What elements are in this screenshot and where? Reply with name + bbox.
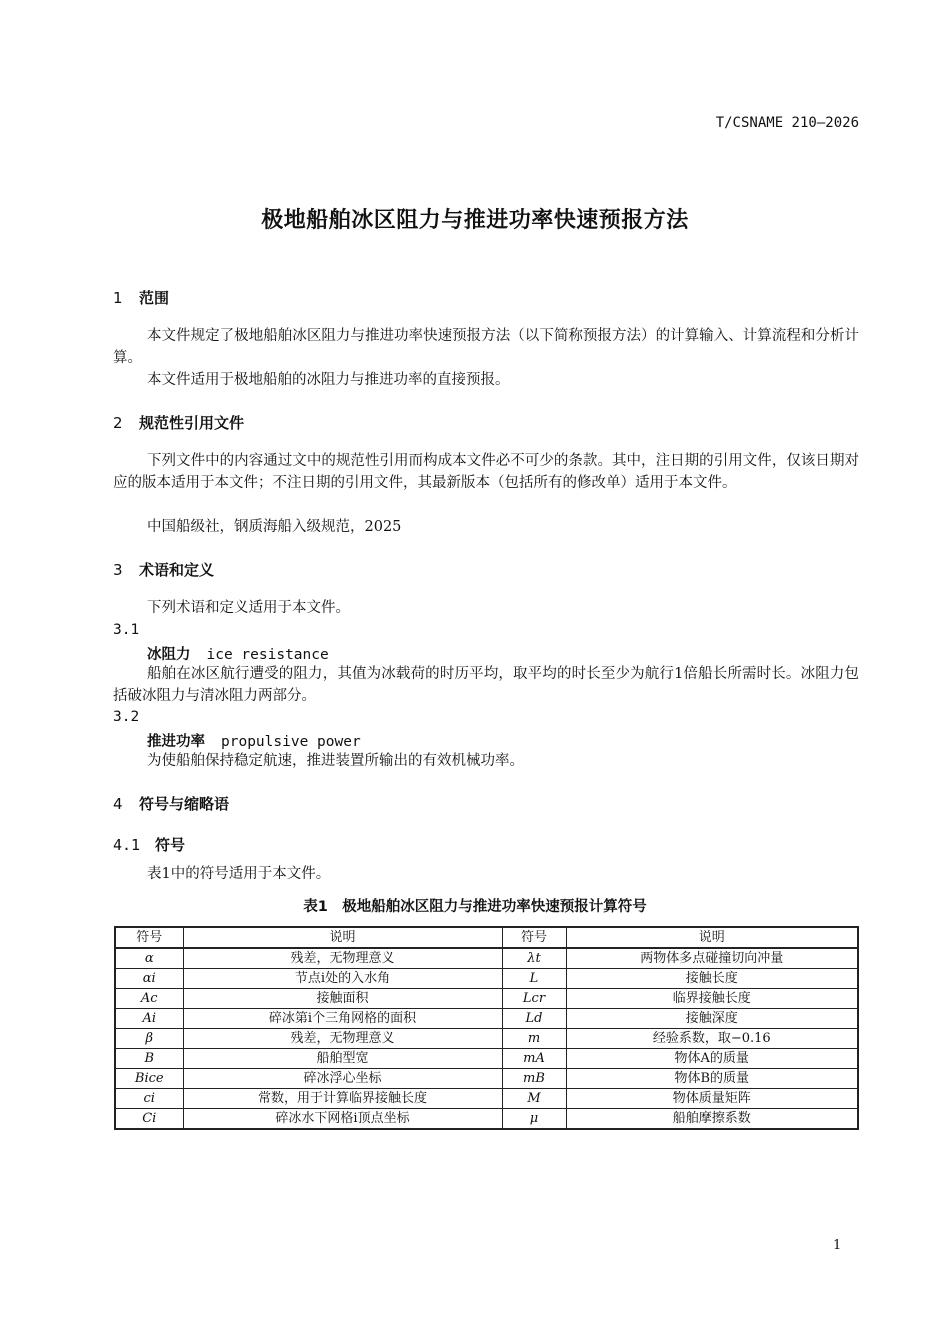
symbol-cell: Lcr bbox=[502, 989, 566, 1009]
term-1-definition: 船舶在冰区航行遭受的阻力，其值为冰载荷的时历平均，取平均的时长至少为航行1倍船长所需时长。冰阻力包括破冰阻力与清冰阻力两部分。 bbox=[113, 666, 859, 704]
description-cell: 物体质量矩阵 bbox=[566, 1089, 858, 1109]
symbol-cell: mB bbox=[502, 1069, 566, 1089]
term-2-chinese: 推进功率 bbox=[147, 734, 205, 750]
symbol-cell: mA bbox=[502, 1049, 566, 1069]
section-1-paragraph-2: 本文件适用于极地船舶的冰阻力与推进功率的直接预报。 bbox=[147, 372, 510, 388]
table-row bbox=[115, 1029, 858, 1049]
section-number: 2 bbox=[113, 414, 123, 432]
term-1 bbox=[147, 643, 329, 664]
table-row bbox=[115, 1089, 858, 1109]
section-number: 3 bbox=[113, 561, 123, 579]
description-cell: 两物体多点碰撞切向冲量 bbox=[566, 948, 858, 969]
table-row bbox=[115, 1069, 858, 1089]
subsection-number: 4.1 bbox=[113, 836, 141, 854]
section-3-heading bbox=[113, 559, 214, 580]
section-4-1-heading bbox=[113, 834, 185, 855]
table-row bbox=[115, 1009, 858, 1029]
description-cell: 接触深度 bbox=[566, 1009, 858, 1029]
table-caption: 表1 极地船舶冰区阻力与推进功率快速预报计算符号 bbox=[303, 899, 647, 915]
symbol-cell: αi bbox=[115, 969, 183, 989]
symbol-cell: Ld bbox=[502, 1009, 566, 1029]
description-cell: 碎冰浮心坐标 bbox=[183, 1069, 502, 1089]
description-cell: 船舶型宽 bbox=[183, 1049, 502, 1069]
symbol-cell: Ai bbox=[115, 1009, 183, 1029]
standard-code: T/CSNAME 210—2026 bbox=[715, 115, 859, 131]
header-symbol: 符号 bbox=[115, 927, 183, 948]
section-1-paragraph-1: 本文件规定了极地船舶冰区阻力与推进功率快速预报方法（以下简称预报方法）的计算输入、计算流程和分析计算。 bbox=[113, 328, 859, 366]
header-description: 说明 bbox=[183, 927, 502, 948]
description-cell: 物体A的质量 bbox=[566, 1049, 858, 1069]
section-number: 1 bbox=[113, 289, 123, 307]
section-1-heading bbox=[113, 287, 169, 308]
description-cell: 经验系数，取−0.16 bbox=[566, 1029, 858, 1049]
symbol-cell: Ac bbox=[115, 989, 183, 1009]
section-title: 范围 bbox=[139, 289, 170, 307]
section-2-paragraph: 下列文件中的内容通过文中的规范性引用而构成本文件必不可少的条款。其中，注日期的引用文件，仅该日期对应的版本适用于本文件；不注日期的引用文件，其最新版本（包括所有的修改单）适用于本文件。 bbox=[113, 453, 859, 491]
section-2-heading bbox=[113, 412, 244, 433]
page-number: 1 bbox=[833, 1238, 842, 1253]
normative-reference: 中国船级社，钢质海船入级规范，2025 bbox=[147, 519, 402, 535]
table-row bbox=[115, 989, 858, 1009]
section-title: 术语和定义 bbox=[139, 561, 215, 579]
symbol-cell: Ci bbox=[115, 1109, 183, 1130]
description-cell: 临界接触长度 bbox=[566, 989, 858, 1009]
description-cell: 碎冰水下网格i顶点坐标 bbox=[183, 1109, 502, 1130]
symbol-cell: m bbox=[502, 1029, 566, 1049]
description-cell: 碎冰第i个三角网格的面积 bbox=[183, 1009, 502, 1029]
term-2-number: 3.2 bbox=[113, 709, 140, 725]
term-1-number: 3.1 bbox=[113, 622, 140, 638]
table-row bbox=[115, 969, 858, 989]
description-cell: 接触长度 bbox=[566, 969, 858, 989]
section-title: 符号与缩略语 bbox=[139, 795, 230, 813]
section-title: 规范性引用文件 bbox=[139, 414, 245, 432]
term-1-english: ice resistance bbox=[206, 647, 329, 663]
subsection-title: 符号 bbox=[155, 836, 186, 854]
description-cell: 接触面积 bbox=[183, 989, 502, 1009]
description-cell: 残差，无物理意义 bbox=[183, 948, 502, 969]
document-title: 极地船舶冰区阻力与推进功率快速预报方法 bbox=[261, 208, 689, 233]
description-cell: 常数，用于计算临界接触长度 bbox=[183, 1089, 502, 1109]
description-cell: 物体B的质量 bbox=[566, 1069, 858, 1089]
symbols-table bbox=[114, 926, 859, 1130]
table-row bbox=[115, 1109, 858, 1130]
symbol-cell: B bbox=[115, 1049, 183, 1069]
term-2-definition: 为使船舶保持稳定航速，推进装置所输出的有效机械功率。 bbox=[147, 753, 524, 769]
header-symbol: 符号 bbox=[502, 927, 566, 948]
description-cell: 船舶摩擦系数 bbox=[566, 1109, 858, 1130]
symbol-cell: M bbox=[502, 1089, 566, 1109]
section-4-1-intro: 表1中的符号适用于本文件。 bbox=[147, 866, 331, 882]
section-4-heading bbox=[113, 793, 229, 814]
section-3-intro: 下列术语和定义适用于本文件。 bbox=[147, 600, 350, 616]
symbol-cell: ci bbox=[115, 1089, 183, 1109]
table-row bbox=[115, 948, 858, 969]
symbol-cell: λt bbox=[502, 948, 566, 969]
term-2-english: propulsive power bbox=[221, 734, 361, 750]
header-description: 说明 bbox=[566, 927, 858, 948]
table-row bbox=[115, 1049, 858, 1069]
description-cell: 节点i处的入水角 bbox=[183, 969, 502, 989]
symbol-cell: L bbox=[502, 969, 566, 989]
term-1-chinese: 冰阻力 bbox=[147, 647, 191, 663]
section-number: 4 bbox=[113, 795, 123, 813]
symbol-cell: α bbox=[115, 948, 183, 969]
term-2 bbox=[147, 730, 361, 751]
symbol-cell: β bbox=[115, 1029, 183, 1049]
description-cell: 残差，无物理意义 bbox=[183, 1029, 502, 1049]
table-header-row bbox=[115, 927, 858, 948]
symbol-cell: Bice bbox=[115, 1069, 183, 1089]
symbol-cell: μ bbox=[502, 1109, 566, 1130]
